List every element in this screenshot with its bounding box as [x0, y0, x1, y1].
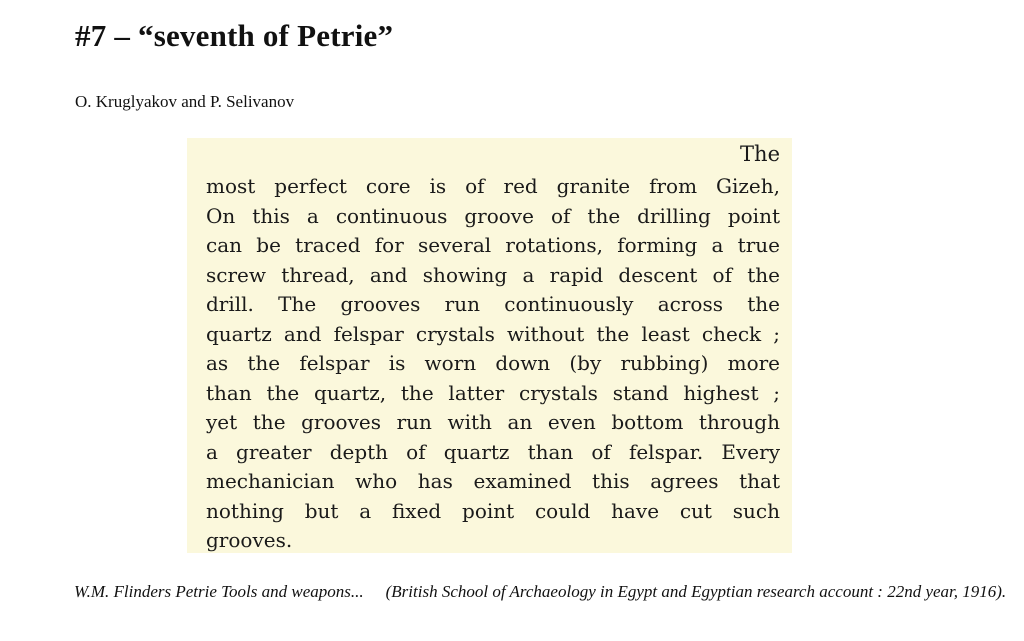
excerpt-line: mechanician who has examined this agrees that: [206, 469, 780, 493]
excerpt-line: a greater depth of quartz than of felspar. Every: [206, 439, 780, 464]
excerpt-line: can be traced for several rotations, forming a true: [206, 233, 780, 257]
excerpt-line: grooves.: [206, 528, 293, 552]
excerpt-text: [206, 172, 780, 556]
excerpt-line: most perfect core is of red granite from Gizeh,: [206, 174, 780, 198]
excerpt-lead-word: The: [740, 142, 780, 166]
excerpt-line: drill. The grooves run continuously across the: [206, 292, 780, 316]
citation-source: W.M. Flinders Petrie Tools and weapons...: [74, 582, 364, 601]
excerpt-line: yet the grooves run with an even bottom through: [206, 410, 780, 434]
excerpt-line: quartz and felspar crystals without the least check ;: [206, 321, 780, 346]
citation-series: (British School of Archaeology in Egypt and Egyptian research account : 22nd year, 1916).: [385, 582, 1007, 601]
citation: [32, 580, 1012, 603]
page-title: #7 – “seventh of Petrie”: [75, 18, 394, 53]
authors-line: O. Kruglyakov and P. Selivanov: [75, 92, 295, 111]
scanned-excerpt: [187, 138, 792, 553]
excerpt-line: On this a continuous groove of the drilling point: [206, 203, 780, 228]
excerpt-line: as the felspar is worn down (by rubbing) more: [206, 351, 780, 375]
excerpt-line: nothing but a fixed point could have cut such: [206, 498, 780, 523]
excerpt-line: than the quartz, the latter crystals stand highest ;: [206, 380, 780, 405]
excerpt-line: screw thread, and showing a rapid descent of the: [206, 262, 780, 287]
